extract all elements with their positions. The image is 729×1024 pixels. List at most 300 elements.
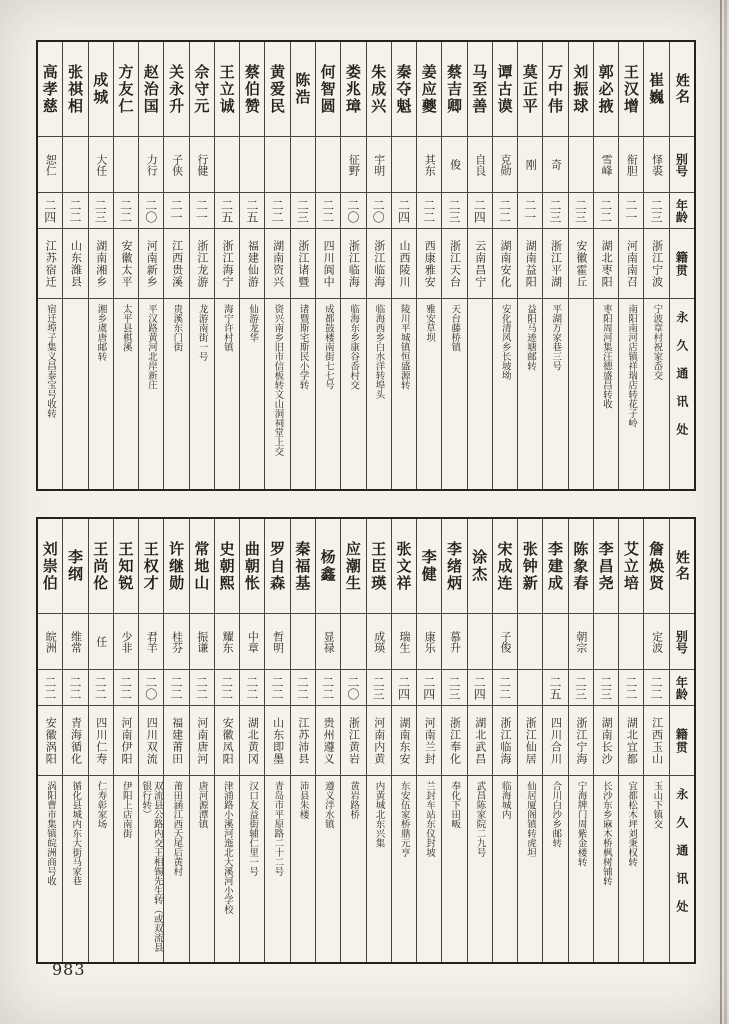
person-column [492, 42, 517, 489]
person-column [163, 42, 188, 489]
person-address [569, 299, 593, 489]
person-column [441, 42, 466, 489]
person-native-place: 江西贵溪 [164, 229, 188, 299]
person-name: 姜应夔 [417, 42, 441, 137]
header-address: 永久通讯处 [674, 788, 689, 928]
person-name: 王知锐 [114, 519, 138, 614]
person-column [290, 42, 315, 489]
person-alias: 子俊 [493, 614, 517, 670]
person-alias: 中章 [240, 614, 264, 670]
person-native-place: 福建莆田 [164, 706, 188, 776]
person-native-place: 湖南湘乡 [89, 229, 113, 299]
person-name: 佘守元 [190, 42, 214, 137]
person-name: 张文祥 [392, 519, 416, 614]
person-alias [341, 614, 365, 670]
person-native-place: 四川合川 [543, 706, 567, 776]
person-name: 何智圆 [316, 42, 340, 137]
person-column [264, 42, 289, 489]
person-native-place: 贵州遵义 [316, 706, 340, 776]
person-name: 刘崇伯 [38, 519, 62, 614]
person-address: 涡阳曹市集镇皖洲商号收 [44, 781, 56, 886]
person-alias [316, 137, 340, 193]
person-age: 二五 [543, 670, 567, 706]
person-age: 二二 [291, 670, 315, 706]
person-column [189, 519, 214, 962]
person-native-place: 江苏宿迁 [38, 229, 62, 299]
person-address: 循化县城内东大街马家巷 [70, 781, 82, 886]
person-address [468, 299, 492, 489]
person-alias [543, 614, 567, 670]
person-alias: 其东 [417, 137, 441, 193]
person-name: 应潮生 [341, 519, 365, 614]
person-name: 王臣瑛 [367, 519, 391, 614]
person-native-place: 山东即墨 [265, 706, 289, 776]
header-name: 姓名 [670, 42, 694, 137]
person-address: 临海城内 [499, 781, 511, 819]
person-name: 高孝慈 [38, 42, 62, 137]
person-column [593, 42, 618, 489]
person-age: 二三 [644, 193, 668, 229]
person-native-place: 安徽凤阳 [215, 706, 239, 776]
person-age: 二二 [594, 193, 618, 229]
person-column [568, 519, 593, 962]
person-address: 太平县棋溪 [120, 304, 132, 352]
person-native-place: 四川双流 [139, 706, 163, 776]
person-native-place: 浙江临海 [367, 229, 391, 299]
person-alias [619, 614, 643, 670]
person-address: 临海东乡康谷岙村交 [348, 304, 360, 390]
person-column [340, 519, 365, 962]
person-alias: 振谦 [190, 614, 214, 670]
person-age [518, 670, 542, 706]
person-name: 娄兆璋 [341, 42, 365, 137]
person-column [315, 42, 340, 489]
person-column [340, 42, 365, 489]
person-native-place: 四川仁寿 [89, 706, 113, 776]
person-alias [215, 137, 239, 193]
person-alias: 衔胆 [619, 137, 643, 193]
person-name: 李绪炳 [442, 519, 466, 614]
person-address: 南阳南河店镇祥瑞店转花子岭 [626, 304, 638, 428]
header-age: 年龄 [670, 193, 694, 229]
person-column [88, 519, 113, 962]
person-column [88, 42, 113, 489]
person-alias: 朝宗 [569, 614, 593, 670]
person-name: 张祺相 [63, 42, 87, 137]
person-address: 玉山下镇交 [651, 781, 663, 829]
person-column [138, 519, 163, 962]
person-alias: 刚 [518, 137, 542, 193]
person-column [214, 519, 239, 962]
person-name: 王汉增 [619, 42, 643, 137]
person-alias: 桂芬 [164, 614, 188, 670]
person-column [138, 42, 163, 489]
person-name: 崔巍 [644, 42, 668, 137]
header-alias: 别号 [670, 137, 694, 193]
person-age: 二二 [493, 193, 517, 229]
person-address: 长沙东乡麻木桥枫树铺转 [600, 781, 612, 886]
person-age: 二二 [240, 670, 264, 706]
person-age: 二四 [38, 193, 62, 229]
person-alias: 征野 [341, 137, 365, 193]
person-alias: 维常 [63, 614, 87, 670]
person-age: 二一 [190, 193, 214, 229]
person-column [517, 519, 542, 962]
person-column [113, 519, 138, 962]
person-column [568, 42, 593, 489]
person-name: 常地山 [190, 519, 214, 614]
person-age: 二二 [316, 670, 340, 706]
person-native-place: 浙江海宁 [215, 229, 239, 299]
person-alias [569, 137, 593, 193]
person-age: 二一 [619, 193, 643, 229]
person-age: 二二 [265, 193, 289, 229]
person-native-place: 浙江黄岩 [341, 706, 365, 776]
person-native-place: 湖北武昌 [468, 706, 492, 776]
person-address: 宜都松木坪刘秉权转 [626, 781, 638, 867]
person-age: 二一 [518, 193, 542, 229]
person-name: 许继勋 [164, 519, 188, 614]
person-column [593, 519, 618, 962]
person-age: 二二 [265, 670, 289, 706]
person-name: 成城 [89, 42, 113, 137]
person-age: 二四 [468, 670, 492, 706]
person-age: 二五 [215, 193, 239, 229]
person-native-place: 湖南益阳 [518, 229, 542, 299]
person-address: 兰封车站东仪封坡 [423, 781, 435, 857]
person-native-place: 湖北黄冈 [240, 706, 264, 776]
person-alias [240, 137, 264, 193]
person-age: 二三 [442, 670, 466, 706]
person-alias: 君羊 [139, 614, 163, 670]
page-number: 983 [52, 960, 86, 979]
person-address [63, 299, 87, 489]
person-name: 王立诚 [215, 42, 239, 137]
person-name: 陈象春 [569, 519, 593, 614]
person-column [467, 519, 492, 962]
person-age: 二二 [190, 670, 214, 706]
directory-table-upper [36, 40, 696, 491]
person-name: 艾立培 [619, 519, 643, 614]
person-name: 李纲 [63, 519, 87, 614]
person-name: 秦福基 [291, 519, 315, 614]
person-address: 仙游龙华 [247, 304, 259, 342]
person-age: 二二 [38, 670, 62, 706]
person-address: 武昌陈家院二九号 [474, 781, 486, 857]
person-native-place: 湖南资兴 [265, 229, 289, 299]
person-age: 二五 [240, 193, 264, 229]
person-native-place: 江苏沛县 [291, 706, 315, 776]
person-address: 临海西乡白水洋转埠头 [373, 304, 385, 399]
person-address: 宁海牌门周紫金楼转 [575, 781, 587, 867]
person-alias: 成瑛 [367, 614, 391, 670]
person-alias: 恕仁 [38, 137, 62, 193]
person-age: 二一 [164, 193, 188, 229]
person-column [416, 42, 441, 489]
person-address: 平湖万家巷三号 [550, 304, 562, 371]
person-age: 二四 [468, 193, 492, 229]
person-address: 龙游南街一号 [196, 304, 208, 361]
person-age: 二三 [89, 193, 113, 229]
person-alias: 任 [89, 614, 113, 670]
person-native-place: 江西玉山 [644, 706, 668, 776]
person-alias: 定波 [644, 614, 668, 670]
person-alias [291, 614, 315, 670]
person-address: 海宁许村镇 [221, 304, 233, 352]
person-column [189, 42, 214, 489]
person-name: 宋成连 [493, 519, 517, 614]
person-column [643, 519, 668, 962]
person-address: 奉化下田畈 [449, 781, 461, 829]
person-alias: 怿裘 [644, 137, 668, 193]
person-column [542, 42, 567, 489]
person-age: 二三 [442, 193, 466, 229]
person-alias [63, 137, 87, 193]
person-native-place: 浙江奉化 [442, 706, 466, 776]
person-native-place: 安徽太平 [114, 229, 138, 299]
person-column [239, 42, 264, 489]
person-native-place: 河南内黄 [367, 706, 391, 776]
person-age: 二二 [164, 670, 188, 706]
person-column [391, 42, 416, 489]
person-column [643, 42, 668, 489]
person-age: 二〇 [367, 193, 391, 229]
person-column [618, 519, 643, 962]
person-address: 湘乡虞唐邮转 [95, 304, 107, 361]
person-native-place: 浙江诸暨 [291, 229, 315, 299]
person-native-place: 西康雅安 [417, 229, 441, 299]
person-address: 安化清风乡长坡坳 [499, 304, 511, 380]
person-address: 伊阳上店南街 [120, 781, 132, 838]
person-name: 关永升 [164, 42, 188, 137]
person-native-place: 湖北枣阳 [594, 229, 618, 299]
person-native-place: 浙江宁波 [644, 229, 668, 299]
person-age: 二四 [392, 670, 416, 706]
person-native-place: 河南南召 [619, 229, 643, 299]
person-age: 二〇 [139, 670, 163, 706]
person-age: 二二 [619, 670, 643, 706]
person-address: 津浦路小溪河迤北大溪河小学校 [221, 781, 233, 914]
person-address: 沛县朱楼 [297, 781, 309, 819]
person-alias: 克勋 [493, 137, 517, 193]
person-native-place: 安徽涡阳 [38, 706, 62, 776]
person-column [517, 42, 542, 489]
person-alias: 康乐 [417, 614, 441, 670]
person-age: 二二 [215, 670, 239, 706]
person-name: 刘振球 [569, 42, 593, 137]
person-alias: 奇 [543, 137, 567, 193]
person-native-place: 河南兰封 [417, 706, 441, 776]
person-alias: 皖洲 [38, 614, 62, 670]
person-name: 谭古谟 [493, 42, 517, 137]
person-column [38, 42, 62, 489]
person-column [62, 42, 87, 489]
person-native-place: 福建仙游 [240, 229, 264, 299]
person-column [391, 519, 416, 962]
person-native-place: 浙江龙游 [190, 229, 214, 299]
person-name: 万中伟 [543, 42, 567, 137]
person-name: 李健 [417, 519, 441, 614]
person-column [62, 519, 87, 962]
person-name: 莫正平 [518, 42, 542, 137]
person-alias: 哲明 [265, 614, 289, 670]
person-address: 合川白沙乡邮转 [550, 781, 562, 848]
person-name: 杨鑫 [316, 519, 340, 614]
person-native-place: 四川阆中 [316, 229, 340, 299]
person-alias [291, 137, 315, 193]
person-name: 罗自森 [265, 519, 289, 614]
person-address: 青岛市平原路二十二号 [272, 781, 284, 876]
person-native-place: 山西陵川 [392, 229, 416, 299]
person-age: 二二 [63, 193, 87, 229]
person-age: 二三 [367, 670, 391, 706]
person-native-place: 河南伊阳 [114, 706, 138, 776]
person-address: 双流县公路内交王相锡先生转（或双流县银行转） [140, 781, 163, 952]
person-alias: 大任 [89, 137, 113, 193]
person-address: 贵溪东门街 [171, 304, 183, 352]
person-column [366, 42, 391, 489]
person-address: 雅安草坝 [423, 304, 435, 342]
person-age: 二二 [114, 193, 138, 229]
person-name: 王尚伦 [89, 519, 113, 614]
person-age: 二〇 [341, 193, 365, 229]
person-alias: 显禄 [316, 614, 340, 670]
person-address: 东安伍家桥鼎元亨 [398, 781, 410, 857]
person-address: 宁波章村祝家岙交 [651, 304, 663, 380]
person-native-place: 湖南安化 [493, 229, 517, 299]
person-native-place: 浙江临海 [493, 706, 517, 776]
person-alias [392, 137, 416, 193]
person-name: 涂杰 [468, 519, 492, 614]
person-column [264, 519, 289, 962]
person-name: 秦夺魁 [392, 42, 416, 137]
person-alias: 宇明 [367, 137, 391, 193]
person-column [113, 42, 138, 489]
person-alias: 耀东 [215, 614, 239, 670]
person-name: 黄爱民 [265, 42, 289, 137]
header-column [669, 42, 694, 489]
person-age: 二二 [493, 670, 517, 706]
header-age: 年龄 [670, 670, 694, 706]
person-alias: 慕升 [442, 614, 466, 670]
header-name: 姓名 [670, 519, 694, 614]
person-name: 赵治国 [139, 42, 163, 137]
person-address: 诸暨斯宅斯民小学转 [297, 304, 309, 390]
person-native-place: 青海循化 [63, 706, 87, 776]
person-age: 二二 [644, 670, 668, 706]
person-alias: 行健 [190, 137, 214, 193]
person-column [416, 519, 441, 962]
person-alias: 瑞生 [392, 614, 416, 670]
header-native: 籍贯 [670, 229, 694, 299]
person-native-place: 浙江临海 [341, 229, 365, 299]
person-name: 李建成 [543, 519, 567, 614]
person-column [492, 519, 517, 962]
person-alias [594, 614, 618, 670]
person-address: 内黄城北东兴集 [373, 781, 385, 848]
person-alias: 自良 [468, 137, 492, 193]
person-age: 二〇 [139, 193, 163, 229]
person-name: 朱成兴 [367, 42, 391, 137]
person-column [239, 519, 264, 962]
person-native-place: 河南唐河 [190, 706, 214, 776]
person-name: 蔡伯赞 [240, 42, 264, 137]
person-column [163, 519, 188, 962]
header-address: 永久通讯处 [674, 311, 689, 451]
person-native-place: 浙江天台 [442, 229, 466, 299]
person-age: 二二 [316, 193, 340, 229]
person-age: 二四 [392, 193, 416, 229]
person-address: 黄岩路桥 [348, 781, 360, 819]
person-name: 郭必掖 [594, 42, 618, 137]
person-column [441, 519, 466, 962]
person-native-place: 浙江平湖 [543, 229, 567, 299]
person-column [542, 519, 567, 962]
person-native-place: 云南昌宁 [468, 229, 492, 299]
person-alias: 少非 [114, 614, 138, 670]
scan-edge-shadow-outer [724, 0, 727, 1024]
person-age: 二三 [594, 670, 618, 706]
person-age: 二二 [417, 193, 441, 229]
person-column [315, 519, 340, 962]
person-age: 二二 [114, 670, 138, 706]
person-alias: 俊 [442, 137, 466, 193]
person-native-place: 湖南长沙 [594, 706, 618, 776]
person-name: 陈浩 [291, 42, 315, 137]
person-alias: 子侠 [164, 137, 188, 193]
person-name: 马至善 [468, 42, 492, 137]
person-address: 汉口友益街辅仁里一号 [247, 781, 259, 876]
person-native-place: 湖北宜都 [619, 706, 643, 776]
person-alias [114, 137, 138, 193]
person-address: 益阳马迹塘邮转 [525, 304, 537, 371]
person-alias: 力行 [139, 137, 163, 193]
person-address: 枣阳周河集汪德盛昌转收 [600, 304, 612, 409]
person-column [618, 42, 643, 489]
person-address: 资兴南乡旧市信板转文山洞祠堂上交 [272, 304, 284, 456]
person-address: 宿迁埠子集义昌泰宝号收转 [44, 304, 56, 418]
person-name: 张钟新 [518, 519, 542, 614]
person-age: 二三 [569, 670, 593, 706]
person-native-place: 安徽霍丘 [569, 229, 593, 299]
person-address: 成都鼓楼南街七七号 [322, 304, 334, 390]
person-age: 二四 [417, 670, 441, 706]
person-address: 陵川平城镇恒盛源转 [398, 304, 410, 390]
person-age: 二二 [63, 670, 87, 706]
directory-table-lower [36, 517, 696, 964]
person-alias [468, 614, 492, 670]
person-name: 蔡吉卿 [442, 42, 466, 137]
scan-edge-shadow [720, 0, 722, 1024]
person-native-place: 山东潍县 [63, 229, 87, 299]
person-age: 二三 [291, 193, 315, 229]
person-column [467, 42, 492, 489]
header-column [669, 519, 694, 962]
person-address: 遵义泮水镇 [322, 781, 334, 829]
person-name: 詹焕贤 [644, 519, 668, 614]
person-age: 二三 [569, 193, 593, 229]
person-age: 二三 [543, 193, 567, 229]
person-alias [265, 137, 289, 193]
person-native-place: 浙江宁海 [569, 706, 593, 776]
person-column [290, 519, 315, 962]
person-name: 方友仁 [114, 42, 138, 137]
person-age: 二〇 [341, 670, 365, 706]
person-age: 二二 [89, 670, 113, 706]
person-column [38, 519, 62, 962]
person-address: 莆田涵江西天尾后黄村 [171, 781, 183, 876]
person-name: 史朝熙 [215, 519, 239, 614]
